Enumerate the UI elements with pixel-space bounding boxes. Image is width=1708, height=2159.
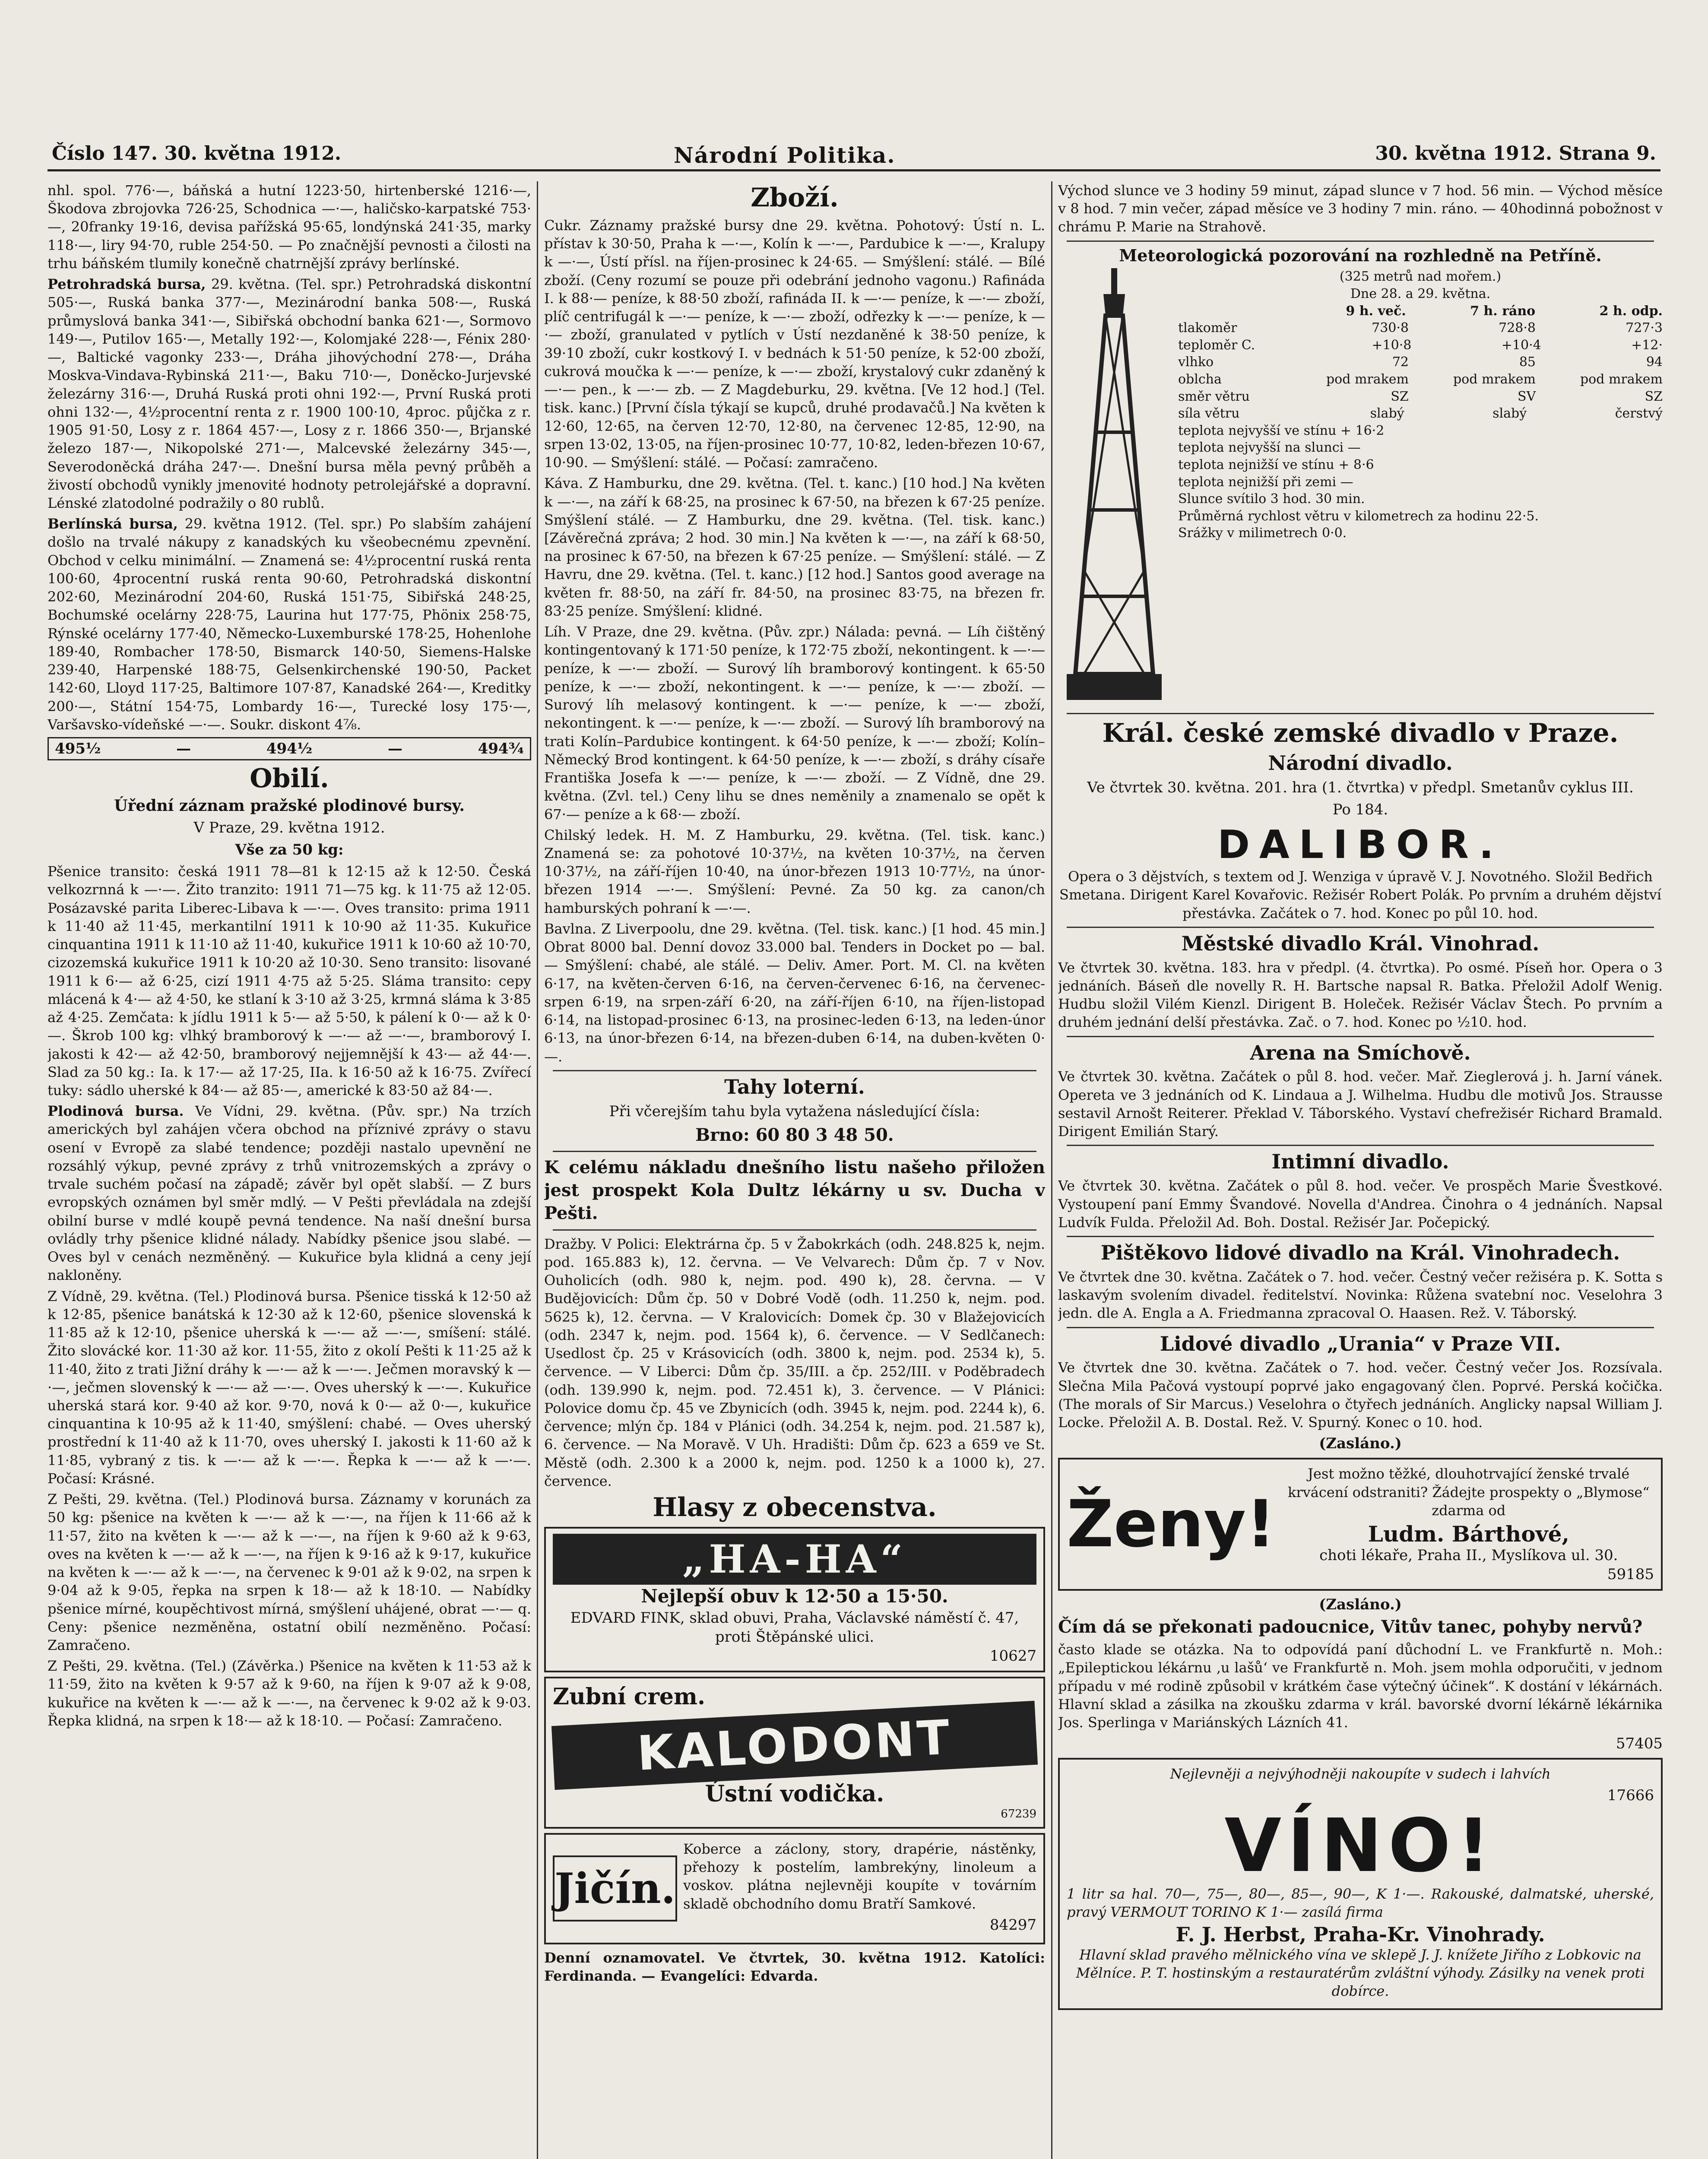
denni-oznamovatel: Denní oznamovatel. Ve čtvrtek, 30. května 1912. Katolíci: Ferdinanda. — Evangelíci: Edvarda. — [544, 1949, 1045, 1985]
meteo-extra: teplota nejnižší při zemi — — [1178, 474, 1353, 490]
urania-text: Ve čtvrtek dne 30. května. Začátek o 7. hod. večer. Čestný večer Jos. Rozsívala. Slečna Mila Pačová vystoupí poprvé jako engagovaný člen. Poprvé. Perská kočička. (The morals of Sir Marcus.) Veselohra o čtyřech jednáních. Anglicky napsal William J. Locke. Přeložil A. B. Dostal. Rež. V. Spurný. Konec o 10. hod. — [1058, 1359, 1663, 1431]
kava-text: Káva. Z Hamburku, dne 29. května. (Tel. t. kanc.) [10 hod.] Na květen k —·—, na září k 68·25, na prosinec k 67·50, na březen k 67·25 peníze. Smýšlení stálé. — Z Hamburku, dne 29. května. (Tel. tisk. kanc.) [Závěrečná zpráva; 2 hod. 30 min.] Na květen k —·—, na září k 68·50, na prosinec k 67·50, na březen k 67·25 peníze. — Smýšlení: stálé. — Z Havru, dne 29. května. (Tel. t. kanc.) [12 hod.] Santos good average na květen fr. 88·50, na září fr. 84·50, na prosinec 83·75, na březen fr. 83·25 peníze. Smýšlení: klidné. — [544, 475, 1045, 619]
obili-heading: Obilí. — [250, 763, 329, 794]
divider — [1067, 241, 1654, 242]
meteo-extra: teplota nejvyšší ve stínu + 16·2 — [1178, 423, 1385, 438]
tahy-heading: Tahy loterní. — [724, 1075, 865, 1098]
meteo-row: síla větru slabý slabý čerstvý — [1178, 406, 1663, 421]
cukr-text: Cukr. Záznamy pražské bursy dne 29. května. Pohotový: Ústí n. L. přístav k 30·50, Praha k —·—, Kolín k —·—, Pardubice k —·—, Kralupy k —·—, Ústí přísl. na říjen-prosinec k 24·65. — Smýšlení: stálé. — Bílé zboží. (Ceny rozumí se pouze při odebrání jednoho vagonu.) Rafináda I. k 88·— peníze, k 88·50 zboží, rafináda II. k —·— peníze, k —·— zboží, plíč centrifugál k —·— peníze, k —·— zboží, odřezky k —·— peníze, k —·— zboží, granulated v pytlích v Ústí nezdaněné k 38·50 peníze, k 39·10 zboží, cukr kostkový I. v bednách k 51·50 peníze, k 52·00 zboží, cukrová moučka k —·— peníze, k —·— zboží, krystalový cukr zdaněný k —·— pen., k —·— zb. — Z Magdeburku, 29. května. [Ve 12 hod.] (Tel. tisk. kanc.) [První čísla týkají se kupců, druhé prodavačů.] Na květen k 12·60, 12·65, na červen 12·70, 12·80, na červenec 12·85, 12·90, na srpen 13·02, 13·05, na říjen-prosinec 10·77, 10·82, leden-březen 10·67, 10·90. — Smýšlení: stálé. — Počasí: zamračeno. — [544, 217, 1045, 471]
plodinova-text: Ve Vídni, 29. května. (Pův. spr.) Na trzích amerických byl zahájen včera obchod na příznivé zprávy o stavu osení v Evropě za slabé tendence; později nastalo upevnění ne rozsáhlý výkup, pevné zprávy z trhů vnitrozemských a zprávy o trvale suchém počasí na západě; závěr byl opět slabší. — Z burs evropských oznámen byl směr mdlý. — V Pešti převládala na zdejší obilní burse v mdlé koupě pevná tendence. Na naší dnešní bursa ovládly trhy pšenice klidné nálady. Nabídky pšenice jsou slabé. — Oves byl v cenách nezměněný. — Kukuřice byla klidná a ceny její nakloněny. — [48, 1103, 531, 1284]
divider — [553, 1229, 1036, 1231]
meteo-col: 2 h. odp. — [1599, 303, 1663, 319]
meteo-row: tlakoměr 730·8 728·8 727·3 — [1178, 320, 1663, 336]
kalodont-top: Zubní crem. — [553, 1684, 706, 1710]
haha-slogan: Nejlepší obuv k 12·50 a 15·50. — [641, 1586, 948, 1607]
padoucnice-text: často klade se otázka. Na to odpovídá paní důchodní L. ve Frankfurtě n. Moh.: „Epileptickou lékárnu ‚u lašů‘ ve Frankfurtě n. Moh. jsem mohla odporučiti, v jednom případu v mé rodině způsobil v krátkém čase výtečný účinek“. K dostání v lékárnách. Hlavní sklad a zásilka na zkoušku zdarma v král. bavorské dvorní lékárně lékárnika Jos. Sperlinga v Mariánských Lázních 41. — [1058, 1641, 1663, 1731]
zaslano-label: (Zasláno.) — [1319, 1435, 1402, 1453]
mestske-text: Ve čtvrtek 30. května. 183. hra v předpl. (4. čtvrtka). Po osmé. Píseň hor. Opera o 3 jednáních. Báseň dle novelly R. H. Bartsche napsal R. Batka. Přeložil Adolf Wenig. Hudbu složil Vilém Kienzl. Dirigent B. Holeček. Režisér Václav Štech. Po prvním a druhém jednání delší přestávka. Zač. o 7. hod. Konec po ½10. hod. — [1058, 959, 1663, 1031]
kalodont-logo: KALODONT — [551, 1701, 1038, 1790]
zeny-text: Jest možno těžké, dlouhotrvající ženské trvalé krvácení odstraniti? Žádejte prospekty o „Blymose“ zdarma od — [1287, 1466, 1650, 1519]
quote-cell: — — [176, 740, 191, 758]
obili-place: V Praze, 29. května 1912. — [193, 819, 385, 837]
pistek-heading: Pištěkovo lidové divadlo na Král. Vinohradech. — [1100, 1241, 1620, 1264]
quote-table — [48, 737, 531, 760]
meteo-row: vlhko 72 85 94 — [1178, 355, 1663, 370]
zeny-number: 59185 — [1607, 1566, 1654, 1583]
zaslano-label: (Zasláno.) — [1319, 1596, 1402, 1614]
ledek-text: Chilský ledek. H. M. Z Hamburku, 29. května. (Tel. tisk. kanc.) Znamená se: za pohotové 10·37½, na květen 10·37½, na červen 10·37½, na září-říjen 10·40, na únor-březen 1913 10·77½, na únor-březen 1914 —·—. Smýšlení: Pevné. Za 50 kg. za canon/ch hamburských pohraní k —·—. — [544, 826, 1045, 916]
petrohrad-title: Petrohradská bursa, — [48, 276, 206, 293]
urania-heading: Lidové divadlo „Urania“ v Praze VII. — [1160, 1332, 1561, 1355]
meteo-subtitle: (325 metrů nad mořem.) — [1339, 269, 1502, 285]
bursa-text: nhl. spol. 776·—, báňská a hutní 1223·50, hirtenberské 1216·—, Škodova zbrojovka 726·25, Schodnica —·—, haličsko-karpatské 753·—, 20franky 19·16, devisa pařížská 95·65, londýnská 241·35, marky 118·—, liry 94·70, ruble 254·50. — Po značnější pevnosti a čilosti na trhu báňském tlumily konečně chatrnější zprávy berlínské. — [48, 182, 531, 272]
quote-cell: 494½ — [266, 740, 313, 758]
intimni-text: Ve čtvrtek 30. května. Začátek o půl 8. hod. večer. Ve prospěch Marie Švestkové. Vystoupení paní Emmy Švandové. Novella d'Andrea. Činohra o 4 jednáních. Napsal Ludvík Fulda. Přeložil Ad. Boh. Dostal. Režisér Jar. Počepický. — [1058, 1178, 1663, 1231]
divider — [1067, 1236, 1654, 1237]
tahy-text: Při včerejším tahu byla vytažena následující čísla: — [609, 1102, 980, 1120]
meteo-extra: Průměrná rychlost větru v kilometrech za hodinu 22·5. — [1178, 508, 1539, 524]
divider — [1067, 1145, 1654, 1146]
meteo-block — [1058, 268, 1663, 709]
vino-firm: F. J. Herbst, Praha-Kr. Vinohrady. — [1176, 1923, 1545, 1947]
kalodont-ad — [544, 1677, 1045, 1829]
plodinova-title: Plodinová bursa. — [48, 1103, 184, 1120]
intimni-heading: Intimní divadlo. — [1271, 1150, 1449, 1174]
jicin-ad — [544, 1833, 1045, 1944]
column-culture — [1058, 181, 1663, 2159]
dalibor-text: Opera o 3 dějstvích, s textem od J. Wenziga v úpravě V. J. Novotného. Složil Bedřich Smetana. Dirigent Karel Kovařovic. Režisér Robert Polák. Po prvním a druhém dějství přestávka. Začátek o 7. hod. Konec po půl 10. hod. — [1059, 868, 1662, 921]
quote-cell: — — [387, 740, 402, 758]
header-rule — [48, 169, 1660, 171]
zeny-title: Ženy! — [1067, 1487, 1276, 1562]
meteo-extra: teplota nejnižší ve stínu + 8·6 — [1178, 457, 1374, 472]
meteo-col: 9 h. več. — [1346, 303, 1406, 319]
bavlna-text: Bavlna. Z Liverpoolu, dne 29. května. (Tel. tisk. kanc.) [1 hod. 45 min.] Obrat 8000 bal. Denní dovoz 33.000 bal. Tenders in Docket po — bal. — Smýšlení: chabé, ale stálé. — Deliv. Amer. Port. M. Cl. na květen 6·17, na květen-červen 6·16, na červen-červenec 6·16, na červenec-srpen 6·19, na srpen-září 6·20, na září-říjen 6·10, na říjen-listopad 6·14, na listopad-prosinec 6·13, na prosinec-leden 6·13, na leden-únor 6·13, na únor-březen 6·14, na březen-duben 6·14, na duben-květen 0·—. — [544, 920, 1045, 1065]
column-divider — [537, 181, 538, 2159]
obili-text: Pšenice transito: česká 1911 78—81 k 12·15 až k 12·50. Česká velkozrnná k —·—. Žito tranzito: 1911 71—75 kg. k 11·75 až 12·05. Posázavské parita Liberec-Libava k —·—. Oves transito: prima 1911 k 11·40 až 11·45, merkantilní 1911 k 10·90 až 11·35. Kukuřice cinquantina 1911 k 11·10 až 11·40, kukuřice 1911 k 10·60 až 10·70, cizozemská kukuřice 1911 k 10·20 až 10·30. Seno transito: lisované 1911 k 6·— až 6·25, cizí 1911 4·75 až 5·25. Sláma transito: cepy mlácená k 4·— až 4·50, ke stlaní k 3·10 až 3·25, krmná sláma k 3·85 až 4·25. Zemčata: k jídlu 1911 k 5·— až 5·50, k pálení k 0·— až k 0·—. Škrob 100 kg: vlhký bramborový k —·— až —·—, bramborový I. jakosti k 42·— až 42·50, bramborový nejjemnější k 43·— až 44·—. Slad za 50 kg.: Ia. k 17·— až 17·25, IIa. k 16·50 až k 16·75. Zvířecí tuky: sádlo uherské k 84·— až 85·—, americké k 83·50 až 84·—. — [48, 863, 531, 1098]
tahy-numbers: Brno: 60 80 3 48 50. — [695, 1124, 894, 1145]
haha-number: 10627 — [989, 1647, 1036, 1665]
column-finance — [48, 181, 531, 2159]
kolo-notice: K celému nákladu dnešního listu našeho přiložen jest prospekt Kola Dultz lékárny u sv. Ducha v Pešti. — [544, 1157, 1045, 1223]
divider — [553, 1151, 1036, 1152]
zeny-ad — [1058, 1458, 1663, 1591]
dalibor-title: DALIBOR. — [1217, 822, 1503, 868]
meteo-row: teploměr C. +10·8 +10·4 +12· — [1178, 337, 1663, 353]
meteo-row: oblcha pod mrakem pod mrakem pod mrakem — [1178, 371, 1663, 387]
narodni-po: Po 184. — [1332, 801, 1388, 819]
petrohrad-text: 29. května. (Tel. spr.) Petrohradská diskontní 505·—, Ruská banka 377·—, Mezinárodní banka 508·—, Ruská průmyslová banka 341·—, Sibiřská obchodní banka 621·—, Sormovo 149·—, Putilov 165·—, Metally 192·—, Kolomjaké 228·—, Fénix 280·—, Baltické vagonky 233·—, Dráha jihovýchodní 278·—, Dráha Moskva-Vindava-Rybinská 211·—, Baku 710·—, Doněcko-Jurjevské železárny 316·—, Druhá Ruská proti ohni 192·—, První Ruská proti ohni 132·—, 4½procentní renta z r. 1900 100·10, 4proc. půjčka z r. 1905 91·50, Losy z r. 1864 457·—, Losy z r. 1866 350·—, Brjanské železo 187·—, Nikopolské 271·—, Malcevské železárny 345·—, Severodoněcká dráha 247·—. Dnešní bursa měla pevný průběh a živostí obchodů vynikly jmenovité hodnoty petrolejářské a dopravní. Lénské zlatodolné podražily o 80 rublů. — [48, 276, 531, 511]
obili-unit: Vše za 50 kg: — [235, 841, 344, 859]
plodinova-section — [48, 1102, 531, 1284]
zeny-address: choti lékaře, Praha II., Myslíkova ul. 30. — [1319, 1546, 1618, 1564]
divider — [1067, 1036, 1654, 1037]
drazby-text: Dražby. V Polici: Elektrárna čp. 5 v Žabokrkách (odh. 248.825 k, nejm. pod. 165.883 k), 12. června. — Ve Velvarech: Dům čp. 7 v Nov. Ouholicích (odh. 980 k, nejm. pod. 490 k), 28. června. — V Budějovicích: Dům čp. 50 v Dobré Vodě (odh. 11.250 k, nejm. pod. 5625 k), 12. června. — V Kralovicích: Domek čp. 30 v Blažejovicích (odh. 2347 k, nejm. pod. 1564 k), 6. července. — V Sedlčanech: Usedlost čp. 25 v Krásovicích (odh. 3800 k, nejm. pod. 2534 k), 5. července. — V Liberci: Dům čp. 35/III. a čp. 252/III. v Poděbradech (odh. 139.990 k, nejm. pod. 72.451 k), 3. července. — V Plánici: Polovice domu čp. 45 ve Zbynicích (odh. 3945 k, nejm. pod. 2244 k), 6. července; mlýn čp. 184 v Plánici (odh. 34.254 k, nejm. pod. 21.587 k), 6. července. — Na Moravě. V Uh. Hradišti: Dům čp. 623 a 659 ve St. Městě (odh. 2.300 k a 2000 k, nejm. pod. 1250 k a 1000 k), 27. července. — [544, 1235, 1045, 1489]
zbozi-heading: Zboží. — [751, 183, 839, 213]
berlin-title: Berlínská bursa, — [48, 516, 178, 532]
meteo-date: Dne 28. a 29. května. — [1350, 286, 1491, 301]
issue-number: Číslo 147. 30. května 1912. — [52, 142, 342, 165]
berlin-text: 29. května 1912. (Tel. spr.) Po slabším zahájení došlo na trvalé nákupy z kanadských ku všeobecnému zpevnění. Obchod v celku minimální. — Znamená se: 4½procentní ruská renta 100·60, 4procentní ruská renta 90·60, Petrohradská diskontní 202·60, Mezinárodní 204·60, Ruská 151·75, Sibiřská 248·25, Bochumské ocelárny 228·75, Laurina hut 177·75, Phönix 258·75, Rýnské ocelárny 177·40, Německo-Luxemburské 178·25, Hohenlohe 189·40, Rombacher 178·50, Bismarck 140·50, Siemens-Halske 239·40, Harpenské 188·75, Gelsenkirchenské 190·50, Packet 142·60, Lloyd 117·25, Baltimore 107·87, Kanadské 264·—, Kreditky 200·—, Státní 154·75, Lombardy 16·—, Turecké losy 175·—, Varšavsko-vídeňské —·—. Soukr. diskont 4⅞. — [48, 516, 531, 733]
masthead-title: Národní Politika. — [674, 142, 896, 168]
petrin-tower-icon — [1058, 268, 1170, 709]
vino-ad — [1058, 1758, 1663, 2010]
vidni-text: Z Vídně, 29. května. (Tel.) Plodinová bursa. Pšenice tisská k 12·50 až k 12·85, pšenice banátská k 12·30 až k 12·60, pšenice slovenská k 11·85 až k 12·10, pšenice uherská k —·— až —·—, smíšení: stálé. Žito slovácké kor. 11·30 až kor. 11·55, žito z okolí Pešti k 11·25 až k 11·40, žito z trati Jižní dráhy k —·— až k —·—. Ječmen moravský k —·—, ječmen slovenský k —·— až —·—. Oves uherský k —·—. Kukuřice uherská stará kor. 9·40 až kor. 9·70, nová k 0·— až 0·—, kukuřice cinquantina k 10·95 až k 11·40, smýšlení: chabé. — Oves uherský prostřední k 11·40 až k 11·70, oves uherský I. jakosti k 11·60 až k 11·85, vybraný z tis. k —·— až k —·—. Řepka k —·— až k —·—. Počasí: Krásné. — [48, 1288, 531, 1487]
vino-price: 1 litr sa hal. 70—, 75—, 80—, 85—, 90—, K 1·—. Rakouské, dalmatské, uherské, pravý VERMOUT TORINO K 1·— zasílá firma — [1067, 1885, 1654, 1921]
zeny-name: Ludm. Bárthové, — [1368, 1521, 1569, 1547]
meteo-extra: Srážky v milimetrech 0·0. — [1178, 526, 1347, 541]
meteo-col: 7 h. ráno — [1470, 303, 1536, 319]
divider — [1067, 927, 1654, 928]
mestske-heading: Městské divadlo Král. Vinohrad. — [1181, 931, 1540, 955]
berlin-section — [48, 515, 531, 734]
column-goods — [544, 181, 1045, 2159]
divider — [1067, 1327, 1654, 1328]
quote-cell: 494¾ — [478, 740, 524, 758]
haha-logo: „HA-HA“ — [553, 1534, 1036, 1585]
divadlo-heading: Král. české zemské divadlo v Praze. — [1102, 718, 1619, 749]
meteo-row: směr větru SZ SV SZ — [1178, 389, 1663, 404]
padoucnice-heading: Čím dá se překonati padoucnice, Vitův tanec, pohyby nervů? — [1058, 1617, 1643, 1637]
meteo-header — [1178, 303, 1663, 320]
jicin-logo: Jičín. — [553, 1855, 677, 1922]
meteo-extra: teplota nejvyšší na slunci — — [1178, 440, 1361, 456]
sun-text: Východ slunce ve 3 hodiny 59 minut, západ slunce v 7 hod. 56 min. — Východ měsíce v 8 hod. 7 min večer, západ měsíce ve 3 hodiny 7 min. ráno. — 40hodinná pobožnost v chrámu P. Marie na Strahově. — [1058, 182, 1663, 235]
obili-subheading: Úřední záznam pražské plodinové bursy. — [114, 797, 465, 815]
divider — [553, 1070, 1036, 1071]
vino-intro: Nejlevněji a nejvýhodněji nakoupíte v sudech i lahvích — [1170, 1766, 1551, 1782]
meteo-heading: Meteorologická pozorování na rozhledně na Petříně. — [1119, 245, 1602, 265]
petrohrad-section — [48, 275, 531, 512]
padoucnice-number: 57405 — [1616, 1735, 1663, 1753]
arena-heading: Arena na Smíchově. — [1250, 1041, 1471, 1064]
jicin-text: Koberce a záclony, story, drapérie, nástěnky, přehozy k postelím, lambrekýny, linoleum a voskov. plátna nejlevněji koupíte v továrním skladě obchodního domu Bratří Samkové. — [683, 1840, 1036, 1912]
lih-text: Líh. V Praze, dne 29. května. (Pův. zpr.) Nálada: pevná. — Líh čištěný kontingentovaný k 171·50 peníze, k 172·75 zboží, nekontingent. k —·— peníze, k —·— zboží. — Surový líh bramborový kontingent. k 65·50 peníze, k —·— zboží, nekontingent. k —·— peníze, k —·— zboží. — Surový líh melasový kontingent. k —·— peníze, k —·— zboží, nekontingent. k —·— peníze, k —·— zboží. — Surový líh bramborový na trati Kolín–Pardubice kontingent. k 64·50 peníze, k —·— zboží; Kolín–Německý Brod kontingent. k 64·50 peníze, k —·— zboží, s dráhy císaře Františka Josefa k —·— peníze, k —·— zboží. — Z Vídně, dne 29. května. (Zvl. tel.) Ceny lihu se dnes neměnily a znamenalo se opět k 67·— peníze a k 68·— zboží. — [544, 624, 1045, 823]
meteo-extra: Slunce svítilo 3 hod. 30 min. — [1178, 491, 1365, 507]
haha-ad — [544, 1527, 1045, 1672]
vino-text: Hlavní sklad pravého mělnického vína ve sklepě J. J. knížete Jiřího z Lobkovic na Mělníce. P. T. hostinským a restauratérům zvláštní výhody. Zásilky na venek proti dobírce. — [1076, 1946, 1645, 2000]
column-divider — [1051, 181, 1052, 2159]
pesti-text: Z Pešti, 29. května. (Tel.) Plodinová bursa. Záznamy v korunách za 50 kg: pšenice na květen k —·— až k —·—, na říjen k 11·66 až k 11·57, žito na květen k —·— až k —·—, na říjen k 9·60 až k 9·63, oves na květen k —·— až k —·—, na říjen k 9·16 až k 9·17, kukuřice na květen k —·— až k —·—, na červenec k 9·01 až k 9·02, na srpen k 9·04 až k 9·05, řepka na srpen k 18·— až k 18·10. — Nabídky pšenice mírné, koupěchtivost mírná, smýšlení uhájené, obrat —·— q. Ceny: pšenice nezměněna, ostatní obilí nezměněno. Počasí: Zamračeno. — [48, 1491, 531, 1654]
pistek-text: Ve čtvrtek dne 30. května. Začátek o 7. hod. večer. Čestný večer režiséra p. K. Sotta s laskavým svolením divadel. ředitelství. Novinka: Růžena svatební noc. Veselohra 3 jedn. dle A. Engla a A. Friedmanna zpracoval O. Haasen. Rež. V. Táborský. — [1058, 1268, 1663, 1322]
haha-address: EDVARD FINK, sklad obuvi, Praha, Václavské náměstí č. 47, proti Štěpánské ulici. — [570, 1609, 1019, 1646]
narodni-heading: Národní divadlo. — [1268, 751, 1453, 775]
vino-logo: VÍNO! — [1224, 1803, 1496, 1889]
hlasy-heading: Hlasy z obecenstva. — [653, 1492, 937, 1523]
page-date: 30. května 1912. Strana 9. — [1375, 142, 1656, 165]
kalodont-number: 67239 — [1001, 1808, 1036, 1821]
jicin-number: 84297 — [989, 1916, 1036, 1934]
arena-text: Ve čtvrtek 30. května. Začátek o půl 8. hod. večer. Mař. Zieglerová j. h. Jarní vánek. Opereta ve 3 jednáních od K. Lindaua a J. Wilhelma. Hudbu dle motivů Jos. Strausse sestavil Arnošt Reiterer. Překlad V. Táborského. Vystaví chefrežisér Richard Bramald. Dirigent Emilián Starý. — [1058, 1068, 1663, 1140]
kalodont-bottom: Ústní vodička. — [705, 1781, 884, 1808]
pesti2-text: Z Pešti, 29. května. (Tel.) (Závěrka.) Pšenice na květen k 11·53 až k 11·59, žito na květen k 9·57 až k 9·60, na říjen k 9·07 až k 9·08, kukuřice na květen k —·— až k —·—, na červenec k 9·02 až k 9·03. Řepka klidná, na srpen k 18·— až k 18·10. — Počasí: Zamračeno. — [48, 1658, 531, 1729]
narodni-text: Ve čtvrtek 30. května. 201. hra (1. čtvrtka) v předpl. Smetanův cyklus III. — [1087, 779, 1634, 797]
quote-cell: 495½ — [55, 740, 101, 758]
vino-number: 17666 — [1607, 1786, 1654, 1804]
divider — [1067, 713, 1654, 714]
